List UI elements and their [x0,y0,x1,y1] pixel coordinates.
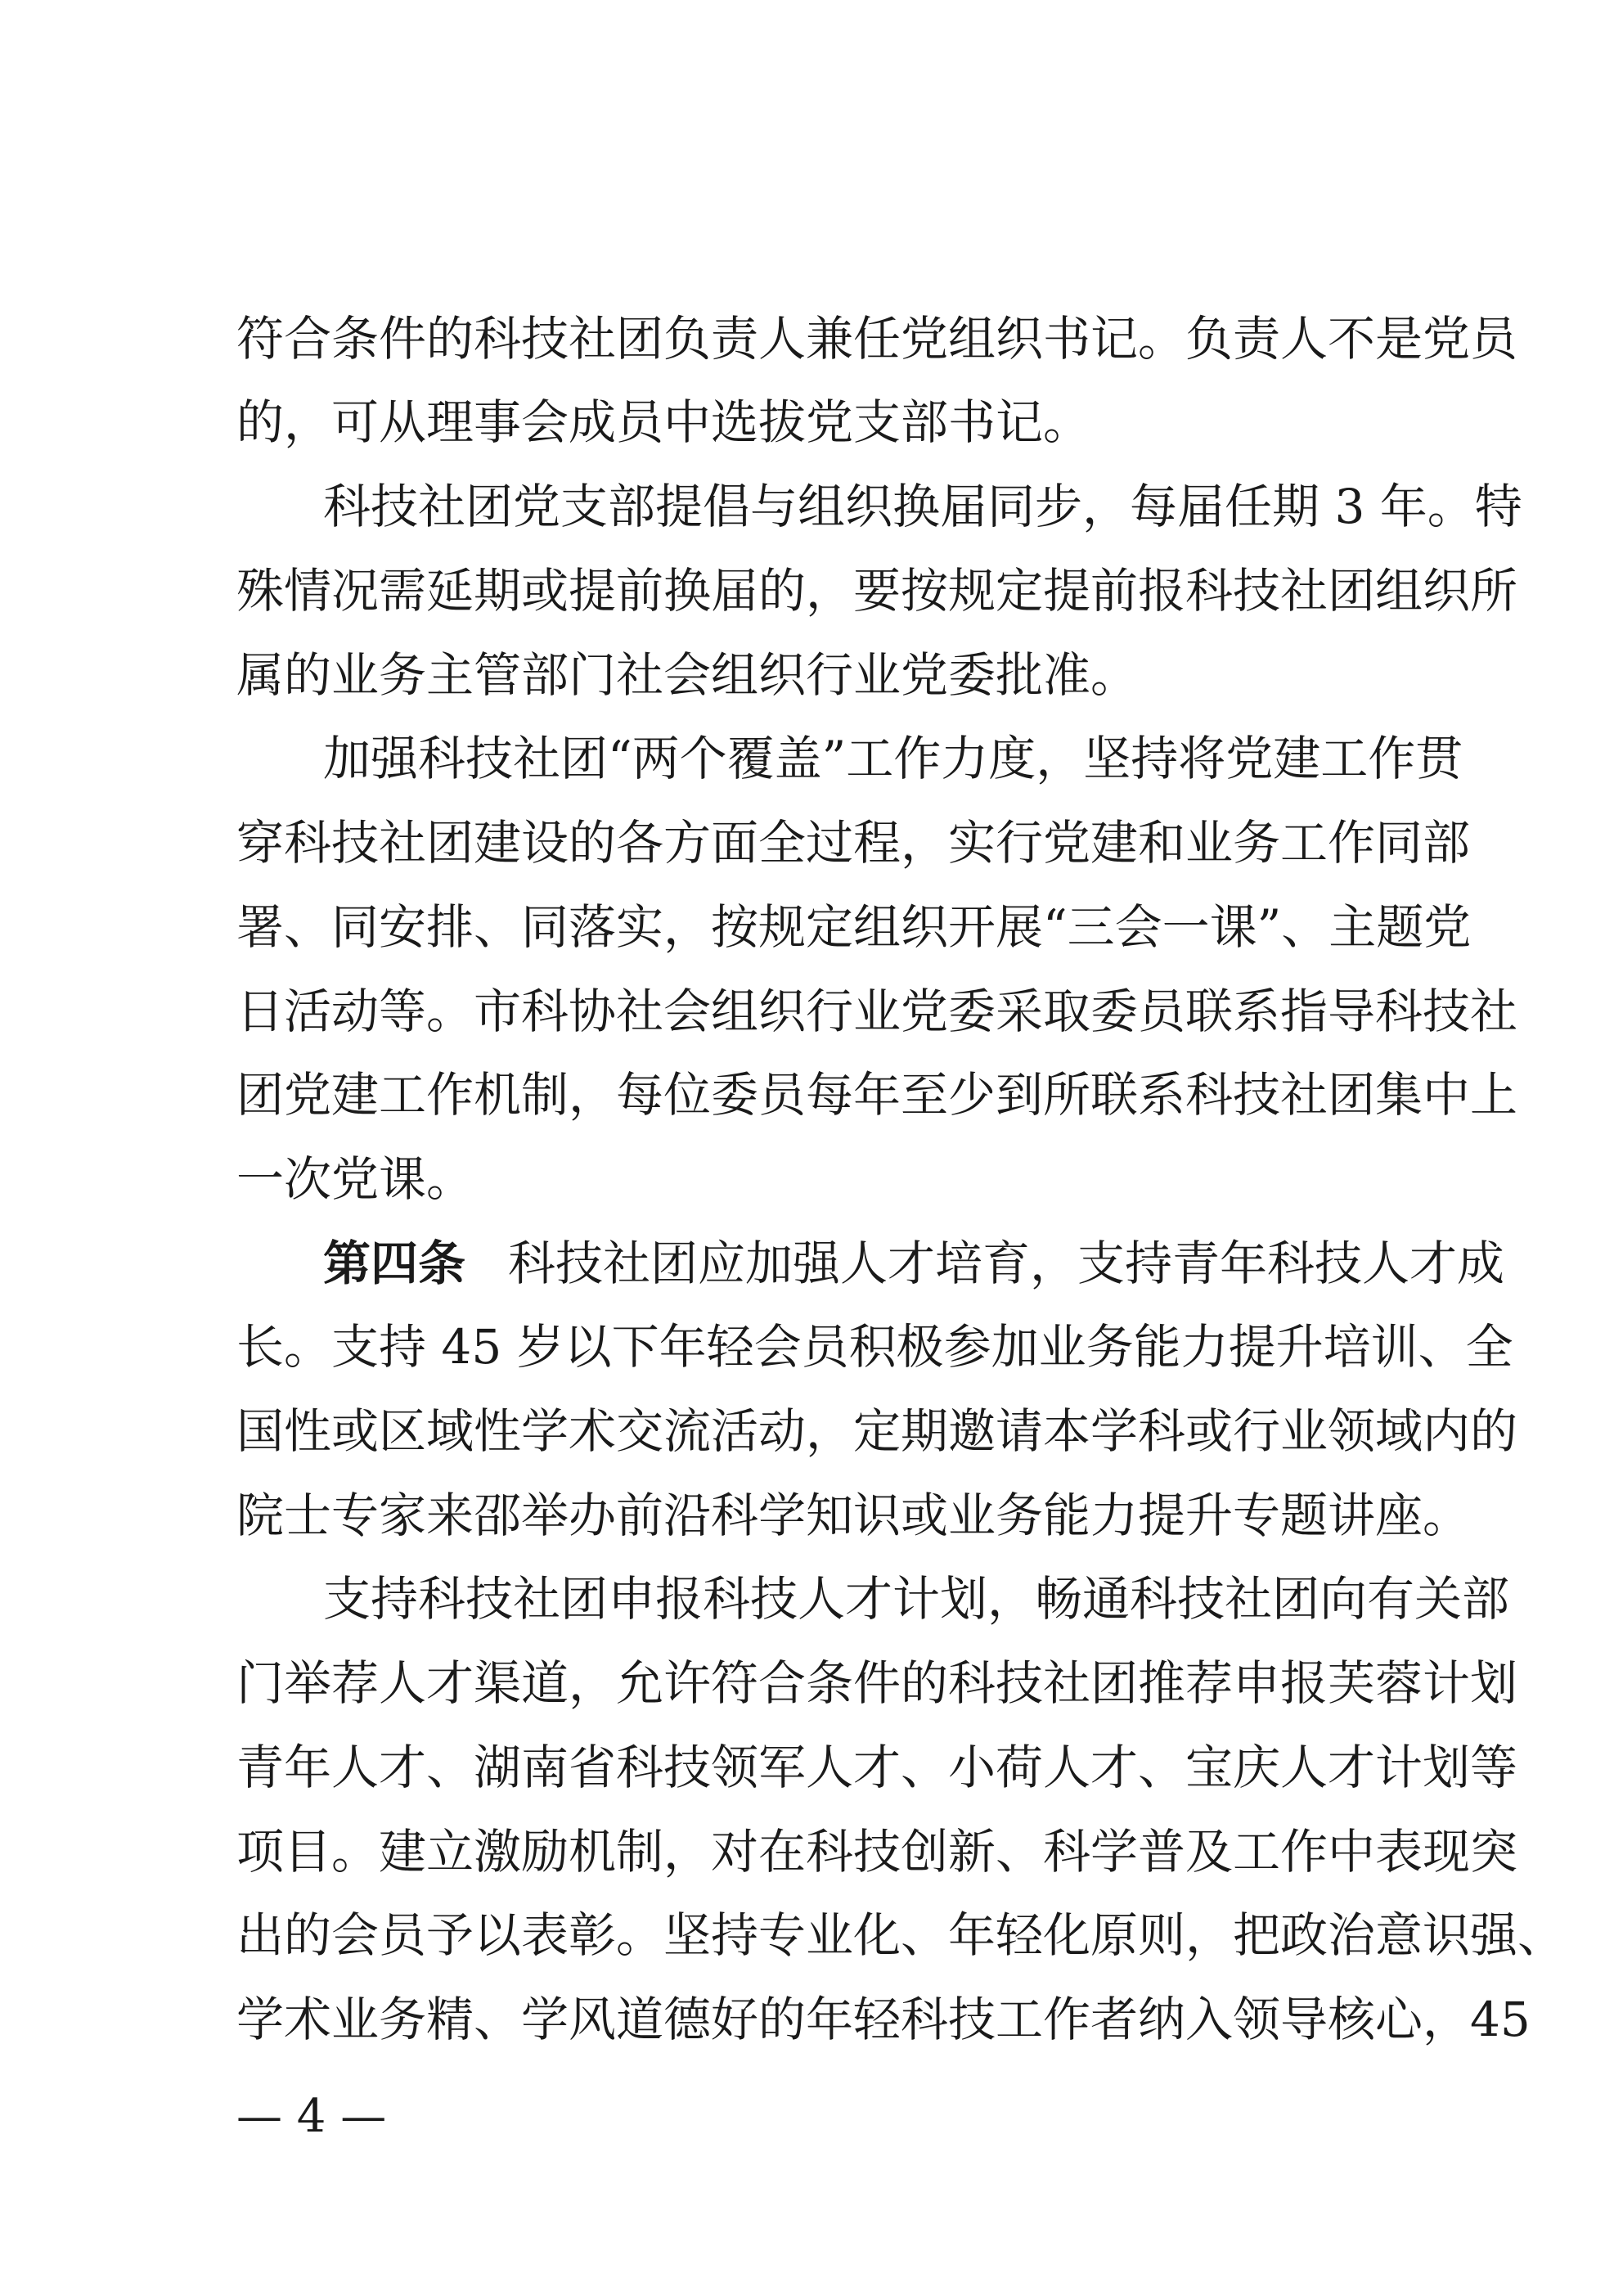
paragraph-1-line-2: 的，可从理事会成员中选拔党支部书记。 [236,394,1091,450]
paragraph-3-line-4: 日活动等。市科协社会组织行业党委采取委员联系指导科技社 [236,984,1518,1039]
article-4-line-1 [323,1234,1505,1293]
paragraph-5-line-5: 出的会员予以表彰。坚持专业化、年轻化原则，把政治意识强、 [236,1907,1566,1963]
article-4-label: 第四条 [323,1236,466,1291]
article-4-line-2: 长。支持 45 岁以下年轻会员积极参加业务能力提升培训、全 [236,1319,1513,1375]
paragraph-3-line-1: 加强科技社团“两个覆盖”工作力度，坚持将党建工作贯 [323,731,1463,786]
paragraph-1-line-1: 符合条件的科技社团负责人兼任党组织书记。负责人不是党员 [236,311,1518,367]
paragraph-5-line-2: 门举荐人才渠道，允许符合条件的科技社团推荐申报芙蓉计划 [236,1655,1518,1711]
paragraph-5-line-3: 青年人才、湖南省科技领军人才、小荷人才、宝庆人才计划等 [236,1740,1518,1795]
paragraph-3-line-2: 穿科技社团建设的各方面全过程，实行党建和业务工作同部 [236,815,1471,871]
paragraph-3-line-5: 团党建工作机制，每位委员每年至少到所联系科技社团集中上 [236,1067,1518,1123]
article-4-line-1-text: 科技社团应加强人才培育，支持青年科技人才成 [508,1236,1505,1291]
article-4-line-4: 院士专家来邵举办前沿科学知识或业务能力提升专题讲座。 [236,1488,1471,1543]
paragraph-5-line-1: 支持科技社团申报科技人才计划，畅通科技社团向有关部 [323,1571,1510,1627]
page-number: — 4 — [236,2090,387,2143]
paragraph-2-line-1: 科技社团党支部提倡与组织换届同步，每届任期 3 年。特 [323,479,1522,534]
paragraph-2-line-3: 属的业务主管部门社会组织行业党委批准。 [236,647,1139,703]
paragraph-2-line-2: 殊情况需延期或提前换届的，要按规定提前报科技社团组织所 [236,563,1518,619]
article-4-line-3: 国性或区域性学术交流活动，定期邀请本学科或行业领域内的 [236,1403,1518,1459]
paragraph-5-line-6: 学术业务精、学风道德好的年轻科技工作者纳入领导核心，45 [236,1992,1531,2047]
paragraph-3-line-6: 一次党课。 [236,1151,474,1207]
paragraph-5-line-4: 项目。建立激励机制，对在科技创新、科学普及工作中表现突 [236,1824,1518,1880]
paragraph-3-line-3: 署、同安排、同落实，按规定组织开展“三会一课”、主题党 [236,899,1472,955]
